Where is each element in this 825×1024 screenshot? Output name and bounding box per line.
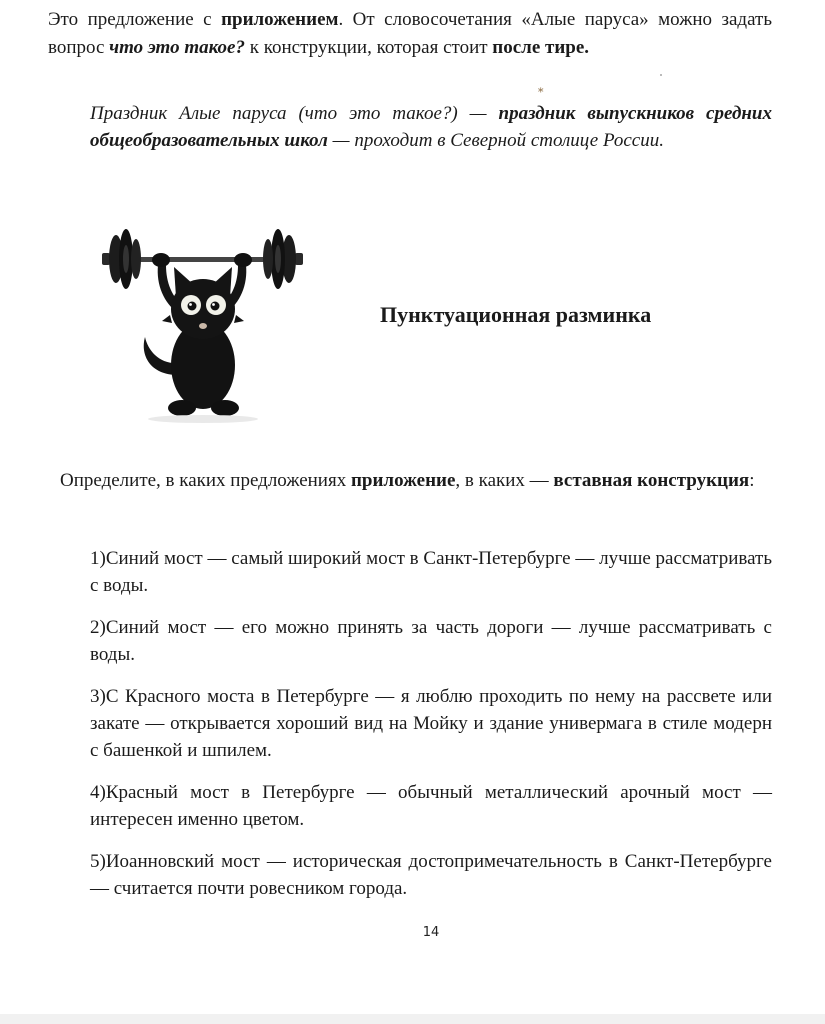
intro-text: к конструкции, которая стоит	[244, 37, 493, 58]
dot-mark	[660, 74, 662, 76]
task-text: , в каких —	[455, 470, 554, 491]
asterisk-mark: ⁎	[538, 83, 544, 95]
intro-term-appositive: приложением	[221, 9, 339, 30]
task-instruction	[60, 464, 772, 498]
example-text: Праздник Алые паруса (что это такое?) —	[90, 103, 499, 124]
exercise-list	[90, 545, 772, 917]
section-title: Пунктуационная разминка	[380, 302, 652, 327]
intro-text: Это предложение с	[48, 9, 222, 30]
example-text: — проходит в Северной столице России.	[327, 130, 664, 151]
task-term-appositive: приложение	[350, 470, 456, 491]
cat-lifting-barbell-icon	[100, 225, 305, 430]
intro-text: . От словосочетания «Алые паруса» можно задать вопрос	[48, 9, 772, 58]
exercise-item: 4)Красный мост в Петербурге — обычный металлический арочный мост — интересен именно цветом.	[90, 782, 772, 830]
exercise-item: 1)Синий мост — самый широкий мост в Санкт-Петербурге — лучше рассматривать с воды.	[90, 548, 772, 596]
exercise-item: 5)Иоанновский мост — историческая достопримечательность в Санкт-Петербурге — считается почти ровесником города.	[90, 851, 772, 899]
example-appositive: праздник выпускников средних общеобразовательных школ	[90, 103, 772, 151]
task-text: :	[749, 470, 755, 491]
page-number: 14	[422, 925, 440, 940]
exercise-item: 3)С Красного моста в Петербурге — я люблю проходить по нему на рассвете или закате — открывается хороший вид на Мойку и здание универмага в стиле модерн с башенкой и шпилем.	[90, 686, 772, 761]
task-term-insertion: вставная конструкция	[553, 470, 750, 491]
example-sentence	[90, 100, 772, 154]
intro-paragraph	[48, 6, 772, 62]
exercise-item: 2)Синий мост — его можно принять за часть дороги — лучше рассматривать с воды.	[90, 617, 772, 665]
page-bottom-edge	[0, 1014, 825, 1024]
intro-question: что это такое?	[109, 37, 245, 58]
intro-after-dash: после тире.	[492, 37, 590, 58]
task-text: Определите, в каких предложениях	[60, 470, 351, 491]
